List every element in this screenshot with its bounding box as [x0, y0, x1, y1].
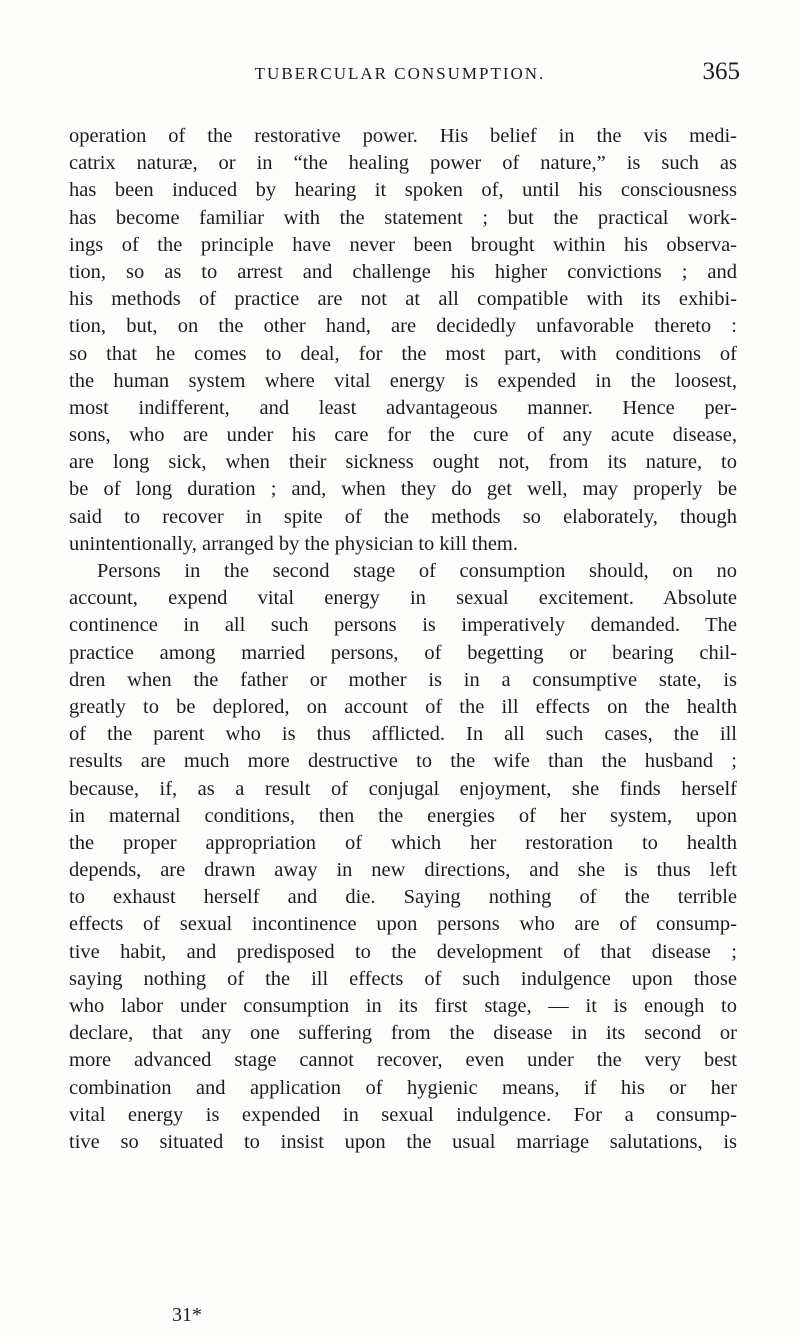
text-line: vital energy is expended in sexual indulgence. For a consump-: [69, 1103, 737, 1126]
text-line: combination and application of hygienic means, if his or her: [69, 1076, 737, 1099]
text-line: effects of sexual incontinence upon persons who are of consump-: [69, 913, 737, 936]
text-line: because, if, as a result of conjugal enjoyment, she finds herself: [69, 777, 737, 800]
text-line: tive habit, and predisposed to the development of that disease ;: [69, 940, 737, 963]
text-line: has become familiar with the statement ; but the practical work-: [69, 206, 737, 229]
text-line: ings of the principle have never been brought within his observa-: [69, 233, 737, 256]
text-line: of the parent who is thus afflicted. In all such cases, the ill: [69, 723, 737, 746]
running-title: TUBERCULAR CONSUMPTION.: [254, 64, 546, 83]
text-line: tive so situated to insist upon the usual marriage salutations, is: [69, 1130, 737, 1153]
text-line: said to recover in spite of the methods so elaborately, though: [69, 505, 737, 528]
text-line: in maternal conditions, then the energies of her system, upon: [69, 804, 737, 827]
text-line: the human system where vital energy is expended in the loosest,: [69, 369, 737, 392]
text-line: declare, that any one suffering from the disease in its second or: [69, 1022, 737, 1045]
text-line: most indifferent, and least advantageous manner. Hence per-: [69, 396, 737, 419]
text-line: greatly to be deplored, on account of the ill effects on the health: [69, 695, 737, 718]
text-line: depends, are drawn away in new directions, and she is thus left: [69, 859, 737, 882]
text-line: so that he comes to deal, for the most part, with conditions of: [69, 342, 737, 365]
text-line: are long sick, when their sickness ought not, from its nature, to: [69, 451, 737, 474]
text-line: who labor under consumption in its first stage, — it is enough to: [69, 995, 737, 1017]
text-line: tion, so as to arrest and challenge his higher convictions ; and: [69, 260, 737, 283]
signature-mark: 31*: [172, 1304, 202, 1326]
text-line: practice among married persons, of begetting or bearing chil-: [69, 641, 737, 664]
text-line: operation of the restorative power. His belief in the vis medi-: [69, 125, 737, 147]
text-line: sons, who are under his care for the cure of any acute disease,: [69, 424, 737, 447]
page-number: 365: [702, 58, 740, 85]
text-line: more advanced stage cannot recover, even under the very best: [69, 1049, 737, 1072]
text-line: to exhaust herself and die. Saying nothing of the terrible: [69, 886, 737, 909]
body-text: [69, 123, 737, 1156]
text-line: account, expend vital energy in sexual excitement. Absolute: [69, 587, 737, 610]
running-head: [60, 58, 740, 92]
text-line: has been induced by hearing it spoken of, until his consciousness: [69, 179, 737, 202]
text-line: be of long duration ; and, when they do get well, may properly be: [69, 478, 737, 501]
text-line: tion, but, on the other hand, are decidedly unfavorable thereto :: [69, 315, 737, 338]
text-line: dren when the father or mother is in a consumptive state, is: [69, 668, 737, 691]
text-line: results are much more destructive to the wife than the husband ;: [69, 750, 737, 773]
text-line: Persons in the second stage of consumption should, on no: [97, 560, 737, 582]
text-line: his methods of practice are not at all compatible with its exhibi-: [69, 288, 737, 311]
text-line: continence in all such persons is imperatively demanded. The: [69, 614, 737, 637]
text-line: unintentionally, arranged by the physician to kill them.: [69, 532, 518, 555]
text-line: the proper appropriation of which her restoration to health: [69, 831, 737, 854]
text-line: catrix naturæ, or in “the healing power of nature,” is such as: [69, 152, 737, 175]
text-line: saying nothing of the ill effects of such indulgence upon those: [69, 967, 737, 990]
